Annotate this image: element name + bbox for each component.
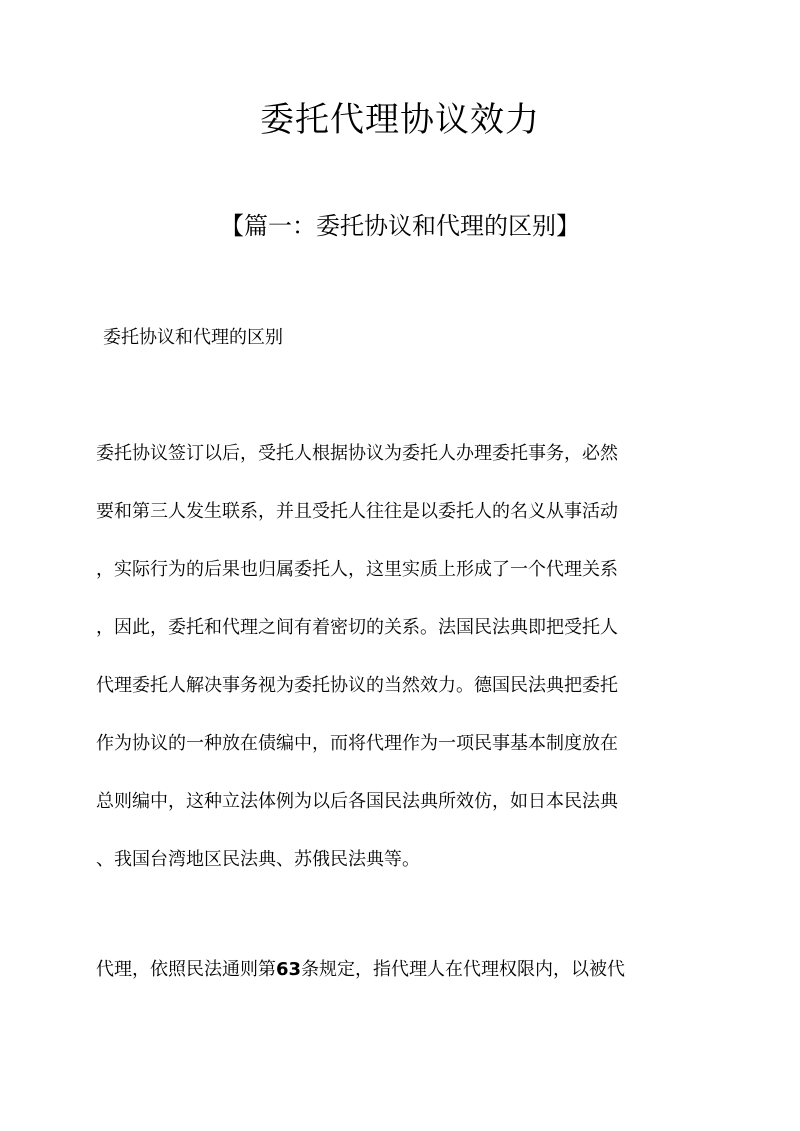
line-text-before: 代理，依照民法通则第 bbox=[96, 959, 276, 980]
paragraph-2 bbox=[96, 955, 696, 1013]
document-title: 委托代理协议效力 bbox=[260, 100, 540, 140]
paragraph-line bbox=[96, 955, 696, 1013]
paragraph-line: 、我国台湾地区民法典、苏俄民法典等。 bbox=[96, 849, 420, 870]
paragraph-line: 代理委托人解决事务视为委托协议的当然效力。德国民法典把委托 bbox=[96, 675, 618, 696]
article-number: 63 bbox=[276, 959, 302, 980]
paragraph-line: ，因此，委托和代理之间有着密切的关系。法国民法典即把受托人 bbox=[96, 617, 618, 638]
section-heading: 委托协议和代理的区别 bbox=[103, 327, 283, 348]
paragraph-line: 委托协议签订以后，受托人根据协议为委托人办理委托事务，必然 bbox=[96, 443, 618, 464]
paragraph-line: 总则编中，这种立法体例为以后各国民法典所效仿，如日本民法典 bbox=[96, 791, 618, 812]
paragraph-line: 要和第三人发生联系，并且受托人往往是以委托人的名义从事活动 bbox=[96, 501, 618, 522]
paragraph-1 bbox=[96, 439, 696, 903]
document-subtitle: 【篇一：委托协议和代理的区别】 bbox=[220, 212, 580, 240]
paragraph-line: 作为协议的一种放在债编中，而将代理作为一项民事基本制度放在 bbox=[96, 733, 618, 754]
paragraph-line: ，实际行为的后果也归属委托人，这里实质上形成了一个代理关系 bbox=[96, 559, 618, 580]
line-text-after: 条规定，指代理人在代理权限内，以被代 bbox=[301, 959, 626, 980]
